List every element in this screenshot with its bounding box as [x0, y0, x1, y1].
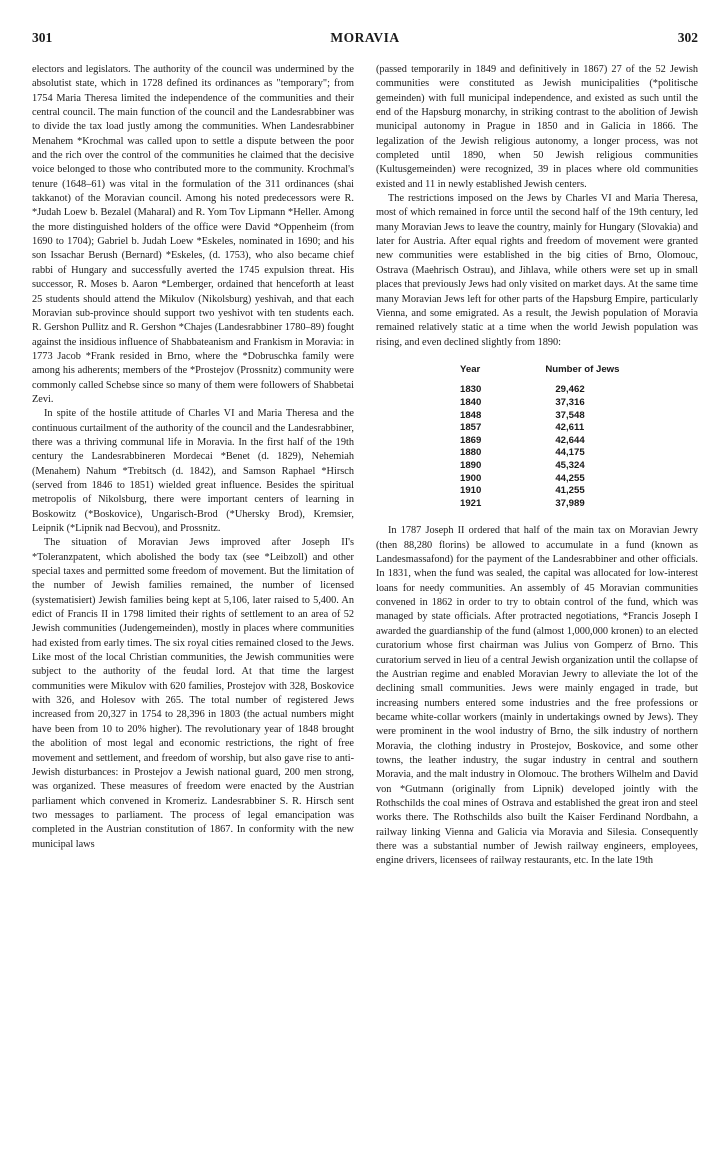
year-cell: 1848: [460, 409, 482, 421]
year-cell: 1857: [460, 422, 482, 434]
right-column-top-text: [376, 63, 698, 350]
running-title: MORAVIA: [330, 30, 400, 45]
year-cell: 1910: [460, 485, 482, 497]
paragraph: The restrictions imposed on the Jews by Charles VI and Maria Theresa, most of which remained in force until the second half of the 19th century, led many Moravian Jews to leave the country, mainly for Hungary (Slovakia) and later for Austria. After equal rights and freedom of movement were granted new communities were established in the big cities of Brno, Olomouc, Ostrava (Maehrisch Ostrau), and Jihlava, while others were set up in small places that previously Jews had only visited on market days. At the same time many Moravian Jews left for other parts of the Hapsburg Empire, particularly Vienna, and some emigrated. As a result, the Jewish population of Moravia remained relatively static at a time when the world Jewish population was rising, and even declined slightly from 1890:: [376, 193, 698, 348]
table-row: [460, 460, 619, 473]
number-of-jews-cell: 44,175: [555, 447, 585, 459]
table-row: [460, 422, 619, 435]
number-of-jews-cell: 37,316: [555, 397, 585, 409]
table-header-row: [460, 364, 619, 385]
year-cell: 1900: [460, 472, 482, 484]
number-of-jews-cell: 45,324: [555, 460, 585, 472]
table-row: [460, 384, 619, 397]
page-header: [32, 30, 698, 50]
population-table-body: [460, 384, 619, 510]
right-column-bottom-text: [376, 524, 698, 868]
number-of-jews-cell: 37,548: [555, 409, 585, 421]
column-header-year: Year: [460, 363, 481, 375]
table-row: [460, 498, 619, 511]
number-of-jews-cell: 41,255: [555, 485, 585, 497]
population-table: [460, 364, 619, 511]
table-row: [460, 435, 619, 448]
table-row: [460, 473, 619, 486]
number-of-jews-cell: 42,644: [555, 434, 585, 446]
year-cell: 1890: [460, 460, 482, 472]
page-number-right: 302: [677, 30, 698, 45]
table-row: [460, 397, 619, 410]
right-column: [376, 63, 698, 869]
number-of-jews-cell: 37,989: [555, 497, 585, 509]
column-header-number: Number of Jews: [545, 363, 620, 375]
year-cell: 1840: [460, 397, 482, 409]
table-row: [460, 485, 619, 498]
paragraph: In spite of the hostile attitude of Charles VI and Maria Theresa and the continuous curtailment of the authority of the council and the Landesrabbiner, there was a thriving communal life in Moravia. In the first half of the 19th century the Landesrabbineren Mordecai *Benet (d. 1829), Nehemiah (Menahem) Nahum *Trebitsch (d. 1842), and Samson Raphael *Hirsch (served from 1846 to 1851) wielded great influence. Besides the spiritual metropolis of Nikolsburg, there were important centers of learning in Boskowitz (*Boskovice), Ungarisch-Brod (*Uhersky Brod), Kremsier, Leipnik (*Lipnik nad Becvou), and Prossnitz.: [32, 408, 354, 534]
left-column: [32, 63, 354, 852]
paragraph: electors and legislators. The authority of the council was undermined by the absolutist state, which in 1728 defined its ordinances as "temporary"; from 1754 Maria Theresa limited the independence of the communities and their central council. The main function of the council and the Landesrabbiner was to divide the tax load justly among the communities. When Landesrabbiner Menahem *Krochmal was called upon to settle a dispute between the poor and the rich over the control of the communities he claimed that the decisive voice belonged to those who contributed more to the community. Krochmal's tenure (1648–61) was vital in the formulation of the 311 ordinances (shai takkanot) of the Moravian council. Among his noted predecessors were R. *Judah Loew b. Bezalel (Maharal) and R. Yom Tov Lipmann *Heller. Among the more distinguished holders of the office were David *Oppenheim (from 1690 to 1704); Gabriel b. Judah Loew *Eskeles, nominated in 1690; and his son Issachar Berush (Bernard) *Eskeles, (d. 1753), who also became chief rabbi of Hungary and successfully averted the 1745 expulsion threat. His successor, R. Moses b. Aaron *Lemberger, ordained that henceforth at least 25 students should attend the Mikulov (Nikolsburg) yeshivah, and that each Moravian sub-province should support two yeshivot with ten students each. R. Gershon Pullitz and R. Gershon *Chajes (Landesrabbiner 1780–89) fought against the insidious influence of Shabbateanism and Frankism in Moravia: in 1773 Jacob *Frank resided in Brno, where the *Dobruschka family were among his adherents; members of the *Prostejov (Prossnitz) community were commonly called Schebse since so many of them were followers of Shabbetai Zevi.: [32, 64, 354, 405]
year-cell: 1880: [460, 447, 482, 459]
number-of-jews-cell: 29,462: [555, 384, 585, 396]
number-of-jews-cell: 44,255: [555, 472, 585, 484]
number-of-jews-cell: 42,611: [555, 422, 585, 434]
year-cell: 1869: [460, 434, 482, 446]
table-row: [460, 447, 619, 460]
year-cell: 1830: [460, 384, 482, 396]
table-row: [460, 410, 619, 423]
year-cell: 1921: [460, 497, 482, 509]
paragraph: The situation of Moravian Jews improved after Joseph II's *Toleranzpatent, which abolished the body tax (see *Leibzoll) and other special taxes and permitted some freedom of movement. But the limitation of the number of Jewish families remained, the number of licensed (systematisiert) Jewish families being kept at 5,106, later raised to 5,400. An edict of Francis II in 1798 limited their rights of settlement to an area of 52 Jewish communities (Judengemeinden), mostly in places where communities had existed from early times. The six royal cities remained closed to the Jews. Like most of the local Christian communities, the Jewish communities were subject to the authority of the feudal lord. At that time the largest communities were Mikulov with 620 families, Prostejov with 328, Boskovice with 326, and Holesov with 265. The total number of registered Jews increased from 20,327 in 1754 to 28,396 in 1803 (the actual numbers might have been from 10 to 20% higher). The revolutionary year of 1848 brought the abolition of most legal and economic restrictions, the right of free movement and settlement, and freedom of worship, but also gave rise to anti-Jewish disturbances: in Prostejov a Jewish national guard, 200 men strong, was organized. These measures of freedom were enacted by the Austrian parliament which convened in Kromeriz. Landesrabbiner S. R. Hirsch sent two messages to parliament. The process of legal emancipation was completed in the Austrian constitution of 1867. In conformity with the new municipal laws: [32, 537, 354, 850]
paragraph: In 1787 Joseph II ordered that half of the main tax on Moravian Jewry (then 88,280 florins) be allowed to accumulate in a fund (known as Landesmassafond) for the payment of the Landesrabbiner and other officials. In 1831, when the fund was sealed, the capital was allocated for low-interest loans for needy communities. An assembly of 45 Moravian communities convened in 1862 in order to try to obtain control of the fund, which was managed by state officials. After protracted negotiations, *Francis Joseph I awarded the guardianship of the fund (almost 1,000,000 kronen) to an elected curatorium whose first chairman was Julius von Gomperz of Brno. This curatorium served in lieu of a central Jewish organization until the collapse of the Austrian regime and enabled Moravian Jewry to alleviate the lot of the declining small communities. Jews were mainly engaged in trade, but increasing numbers entered some industries and the free professions or became white-collar workers (mainly in undertakings owned by Jews). They were prominent in the wool industry of Brno, the silk industry of northern Moravia, the clothing industry in Prostejov, Boskovice, and some other towns, the leather industry, the sugar industry in central and southern Moravia, and the malt industry in Olomouc. The brothers Wilhelm and David von *Gutmann (originally from Lipnik) developed jointly with the Rothschilds the coal mines of Ostrava and established the great iron and steel works there. The Rothschilds also built the Kaiser Ferdinand Nordbahn, a railway linking Vienna and Galicia via Moravia and Silesia. Consequently there was a substantial number of Jewish railway engineers, employees, engine drivers, licensees of railway restaurants, etc. In the late 19th: [376, 525, 698, 867]
page-number-left: 301: [32, 30, 53, 45]
paragraph: (passed temporarily in 1849 and definitively in 1867) 27 of the 52 Jewish communities were constituted as Jewish municipalities (*politische gemeinden) with full municipal independence, and existed as such until the end of the Hapsburg monarchy, in striking contrast to the abolition of Jewish municipal autonomy in Prague in 1850 and in Galicia in 1866. The legalization of the Jewish religious autonomy, a longer process, was not completed until 1890, when 50 Jewish religious communities (Kultusgemeinden) were recognized, 39 in places where old communities existed and 11 in newly established Jewish centers.: [376, 64, 698, 190]
